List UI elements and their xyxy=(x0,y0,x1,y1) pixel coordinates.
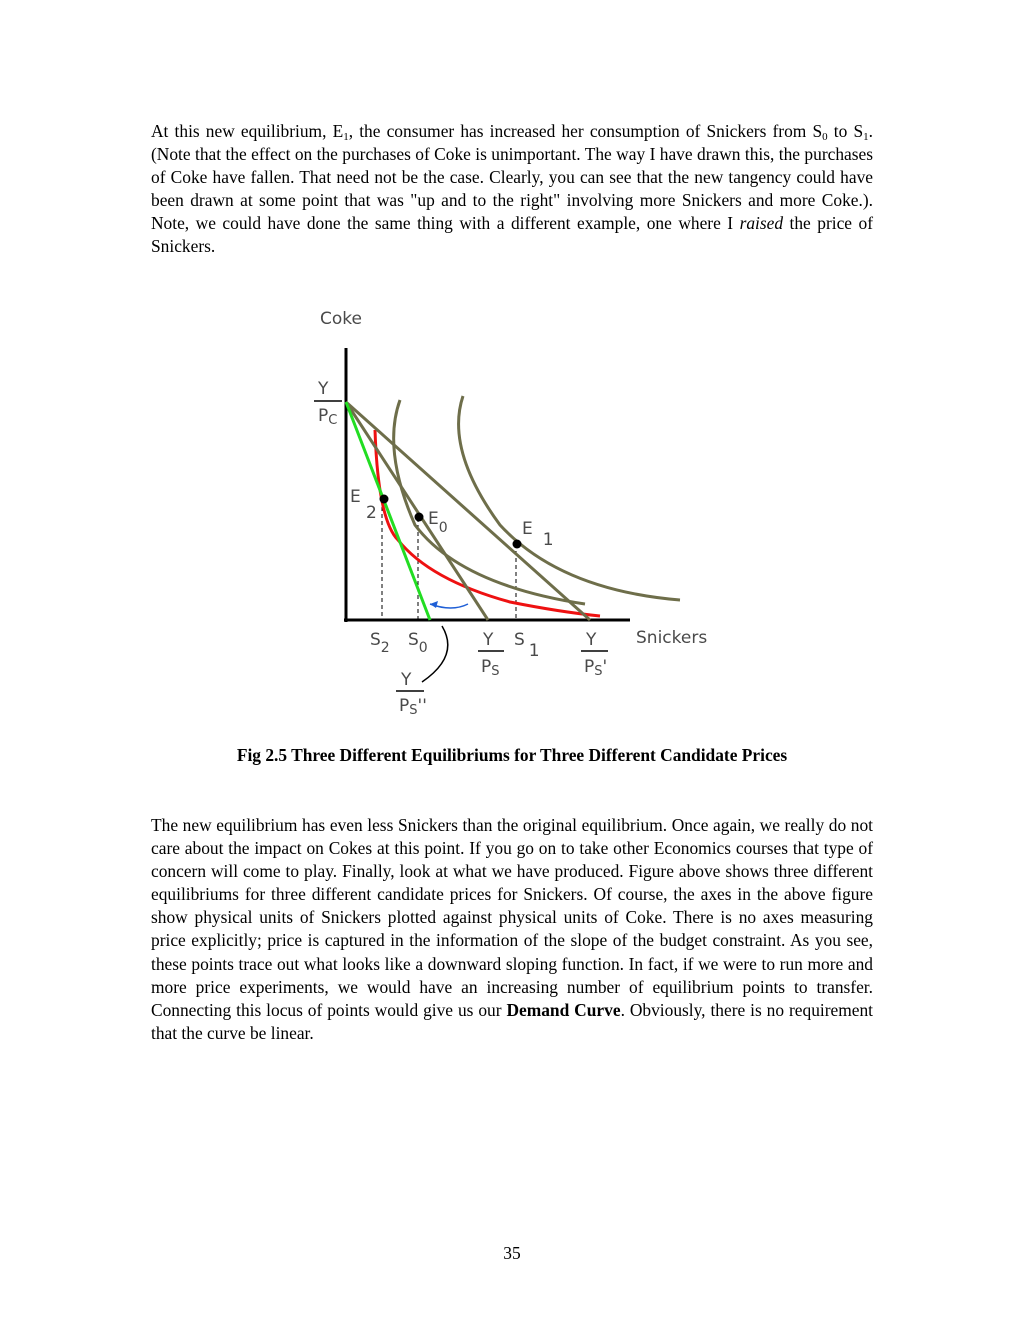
text-segment: The new equilibrium has even less Snickers than the original equilibrium. Once again, we really do not care about the impact on Cokes at this point. If you go on to take other Economics courses that type of concern will come to play. Finally, look at what we have produced. Figure above shows three different equilibriums for three different candidate prices for Snickers. Of course, the axes in the above figure show physical units of Snickers plotted against physical units of Coke. There is no axes measuring price explicitly; price is captured in the information of the slope of the budget constraint. As you see, these points trace out what looks like a downward sloping function. In fact, if we were to run more and more price experiments, we would have an increasing number of equilibrium points to transfer. Connecting this locus of points would give us our xyxy=(151,815,873,1020)
emphasis-text: raised xyxy=(739,213,784,234)
text-segment: At this new equilibrium, E xyxy=(151,121,344,141)
label-e1: E1 xyxy=(522,519,554,550)
label-s1: S1 xyxy=(514,630,540,661)
y-intercept-denominator: PC xyxy=(318,406,338,428)
bold-term: Demand Curve xyxy=(506,999,621,1020)
text-segment: . Obviously, there is no requirement that the curve be linear. xyxy=(151,999,874,1043)
subscript: 1 xyxy=(343,131,349,143)
x-axis-label: Snickers xyxy=(636,628,708,648)
indifference-curve-mid xyxy=(394,400,585,604)
text-segment: , the consumer has increased her consumption of Snickers from S xyxy=(348,121,823,141)
label-e2: E2 xyxy=(350,487,377,523)
budget-label-ps-double-prime-denominator: PS'' xyxy=(399,696,427,718)
budget-label-ps-double-prime-numerator: Y xyxy=(401,670,412,690)
subscript: 1 xyxy=(863,131,869,143)
equilibrium-point-e2 xyxy=(380,495,389,504)
y-axis-label: Coke xyxy=(320,309,362,329)
paragraph-1 xyxy=(151,120,873,259)
budget-label-ps-prime-numerator: Y xyxy=(586,630,597,650)
text-segment: to S xyxy=(827,121,864,141)
subscript: 0 xyxy=(822,131,828,143)
page-number: 35 xyxy=(503,1243,521,1263)
label-e0: $E_0$ xyxy=(428,509,448,536)
text-segment: the price of Snickers. xyxy=(151,213,873,257)
text-segment: . (Note that the effect on the purchases of Coke is unimportant. The way I have drawn this, the purchases of Coke have fallen. That need not be the case. Clearly, you can see that the new tangency could have been drawn at some point that was "up and to the right" involving more Snickers and more Coke.). Note, we could have done the same thing with a different example, one where I xyxy=(151,121,873,234)
label-s0: $S_0$ xyxy=(408,630,428,656)
budget-label-ps-numerator: Y xyxy=(483,630,494,650)
equilibrium-point-e0 xyxy=(415,513,424,522)
budget-label-ps-prime-denominator: PS' xyxy=(584,657,608,679)
y-intercept-numerator: Y xyxy=(318,379,329,399)
equilibrium-figure xyxy=(300,300,740,720)
equilibrium-point-e1 xyxy=(513,540,522,549)
indifference-curve-high xyxy=(459,396,680,600)
budget-label-ps-denominator: PS xyxy=(481,657,500,679)
paragraph-2 xyxy=(151,814,873,1045)
arrow-head-icon xyxy=(430,601,438,608)
label-s2: $S_2$ xyxy=(370,630,390,656)
figure-caption: Fig 2.5 Three Different Equilibriums for Three Different Candidate Prices xyxy=(236,745,788,765)
